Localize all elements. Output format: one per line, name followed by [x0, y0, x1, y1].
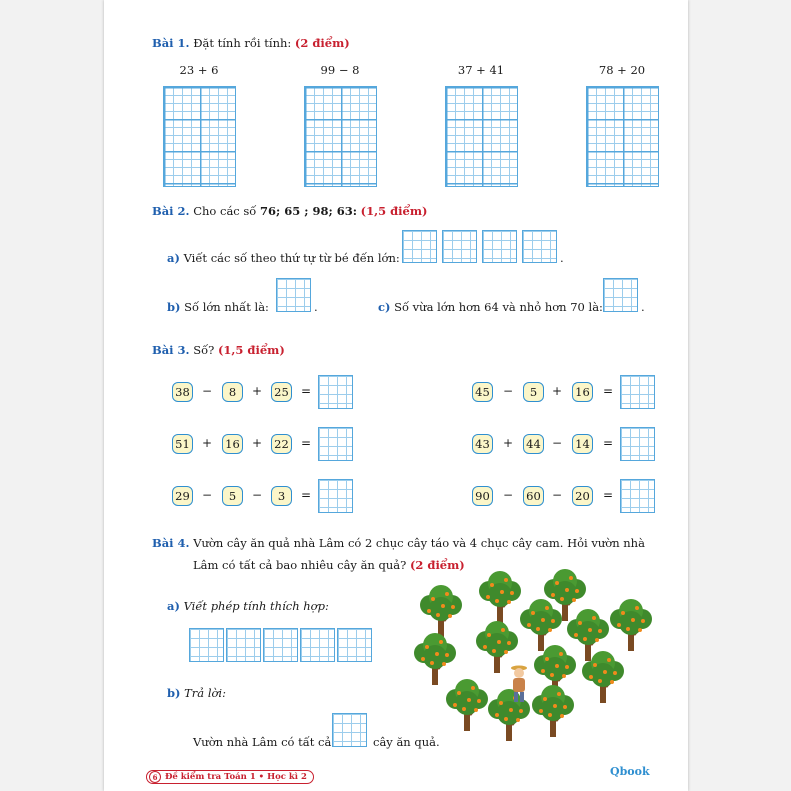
exercise-4-label: Bài 4.	[152, 536, 190, 550]
answer-box-2a-2[interactable]	[442, 230, 477, 263]
number-bubble: 51	[172, 434, 193, 454]
exercise-1-points: (2 điểm)	[294, 36, 350, 50]
answer-box-3-3[interactable]	[318, 427, 353, 461]
fruit-tree	[414, 633, 456, 685]
publisher-logo	[610, 765, 650, 778]
exercise-1-label: Bài 1.	[152, 36, 190, 50]
exercise-3-heading	[152, 343, 285, 357]
answer-box-3-2[interactable]	[620, 375, 655, 409]
exercise-4b-text: Trả lời:	[184, 686, 226, 700]
exercise-2a	[167, 251, 400, 265]
exercise-4a-label: a)	[167, 599, 180, 613]
orchard-illustration	[405, 565, 660, 745]
operator: =	[300, 384, 312, 398]
number-bubble: 29	[172, 486, 193, 506]
exercise-2b-label: b)	[167, 300, 181, 314]
footer-title: Đề kiểm tra Toán 1 • Học kì 2	[165, 772, 307, 782]
equation-box-1[interactable]	[189, 628, 224, 662]
answer-sentence-end: cây ăn quả.	[373, 735, 440, 749]
operator: =	[300, 436, 312, 450]
operator: −	[201, 384, 213, 398]
fruit-tree	[520, 599, 562, 651]
operator: =	[300, 488, 312, 502]
work-grid-1[interactable]	[163, 86, 236, 187]
operator: +	[251, 384, 263, 398]
answer-box-2c[interactable]	[603, 278, 638, 312]
problem-3: 37 + 41	[457, 63, 505, 77]
exercise-4b-label: b)	[167, 686, 181, 700]
exercise-4a-text: Viết phép tính thích hợp:	[183, 599, 329, 613]
exercise-2-points: (1,5 điểm)	[360, 204, 428, 218]
operator: −	[551, 436, 563, 450]
exercise-1-heading	[152, 36, 350, 50]
answer-sentence-start: Vườn nhà Lâm có tất cả	[193, 735, 332, 749]
exercise-2a-text: Viết các số theo thứ tự từ bé đến lớn:	[183, 251, 400, 265]
number-bubble: 16	[572, 382, 593, 402]
operator: −	[251, 488, 263, 502]
answer-box-3-5[interactable]	[318, 479, 353, 513]
fruit-tree	[446, 679, 488, 731]
exercise-4a	[167, 599, 329, 613]
work-grid-2[interactable]	[304, 86, 377, 187]
exercise-2b-text: Số lớn nhất là:	[184, 300, 269, 314]
exercise-2-label: Bài 2.	[152, 204, 190, 218]
logo-text: Qbook	[610, 765, 650, 778]
number-bubble: 14	[572, 434, 593, 454]
operator: −	[201, 488, 213, 502]
fruit-tree	[610, 599, 652, 651]
equation-box-2[interactable]	[226, 628, 261, 662]
number-bubble: 5	[222, 486, 243, 506]
exercise-4-points: (2 điểm)	[409, 558, 465, 572]
equation-box-3[interactable]	[263, 628, 298, 662]
exercise-2-text: Cho các số	[193, 204, 257, 218]
exercise-2a-label: a)	[167, 251, 180, 265]
operator: =	[602, 488, 614, 502]
operator: −	[551, 488, 563, 502]
number-bubble: 16	[222, 434, 243, 454]
fruit-tree	[420, 585, 462, 637]
answer-box-2b[interactable]	[276, 278, 311, 312]
work-grid-4[interactable]	[586, 86, 659, 187]
exercise-2b-period: .	[314, 300, 318, 314]
number-bubble: 38	[172, 382, 193, 402]
exercise-2c	[378, 300, 603, 314]
exercise-4-heading	[152, 536, 645, 550]
number-bubble: 3	[271, 486, 292, 506]
exercise-2c-period: .	[641, 300, 645, 314]
answer-box-4[interactable]	[332, 713, 367, 747]
answer-box-3-4[interactable]	[620, 427, 655, 461]
operator: =	[602, 436, 614, 450]
exercise-2c-label: c)	[378, 300, 391, 314]
operator: +	[201, 436, 213, 450]
page-number: 6	[149, 771, 161, 783]
problem-1: 23 + 6	[179, 63, 219, 77]
exercise-2-heading	[152, 204, 427, 218]
exercise-4b	[167, 686, 226, 700]
operator: +	[551, 384, 563, 398]
number-bubble: 45	[472, 382, 493, 402]
number-bubble: 43	[472, 434, 493, 454]
equation-box-5[interactable]	[337, 628, 372, 662]
problem-2: 99 − 8	[320, 63, 360, 77]
number-bubble: 20	[572, 486, 593, 506]
fruit-tree	[479, 571, 521, 623]
exercise-4-text-line1: Vườn cây ăn quả nhà Lâm có 2 chục cây táo và 4 chục cây cam. Hỏi vườn nhà	[193, 536, 645, 550]
exercise-2c-text: Số vừa lớn hơn 64 và nhỏ hơn 70 là:	[394, 300, 603, 314]
answer-box-2a-4[interactable]	[522, 230, 557, 263]
number-bubble: 44	[523, 434, 544, 454]
exercise-2b	[167, 300, 269, 314]
number-bubble: 60	[523, 486, 544, 506]
exercise-3-label: Bài 3.	[152, 343, 190, 357]
answer-box-3-6[interactable]	[620, 479, 655, 513]
operator: +	[502, 436, 514, 450]
operator: −	[502, 384, 514, 398]
operator: =	[602, 384, 614, 398]
operator: +	[251, 436, 263, 450]
footer-title-badge	[146, 770, 314, 784]
exercise-2-numbers: 76; 65 ; 98; 63:	[260, 204, 358, 218]
answer-box-2a-3[interactable]	[482, 230, 517, 263]
answer-box-2a-1[interactable]	[402, 230, 437, 263]
fruit-tree	[532, 685, 574, 737]
operator: −	[502, 488, 514, 502]
fruit-tree	[476, 621, 518, 673]
exercise-1-text: Đặt tính rồi tính:	[193, 36, 292, 50]
number-bubble: 90	[472, 486, 493, 506]
exercise-2a-period: .	[560, 251, 564, 265]
problem-4: 78 + 20	[598, 63, 646, 77]
work-grid-3[interactable]	[445, 86, 518, 187]
equation-box-4[interactable]	[300, 628, 335, 662]
number-bubble: 22	[271, 434, 292, 454]
exercise-3-points: (1,5 điểm)	[217, 343, 285, 357]
exercise-3-text: Số?	[193, 343, 215, 357]
number-bubble: 25	[271, 382, 292, 402]
number-bubble: 8	[222, 382, 243, 402]
number-bubble: 5	[523, 382, 544, 402]
answer-box-3-1[interactable]	[318, 375, 353, 409]
exercise-4-text-line2: Lâm có tất cả bao nhiêu cây ăn quả?	[193, 558, 407, 572]
